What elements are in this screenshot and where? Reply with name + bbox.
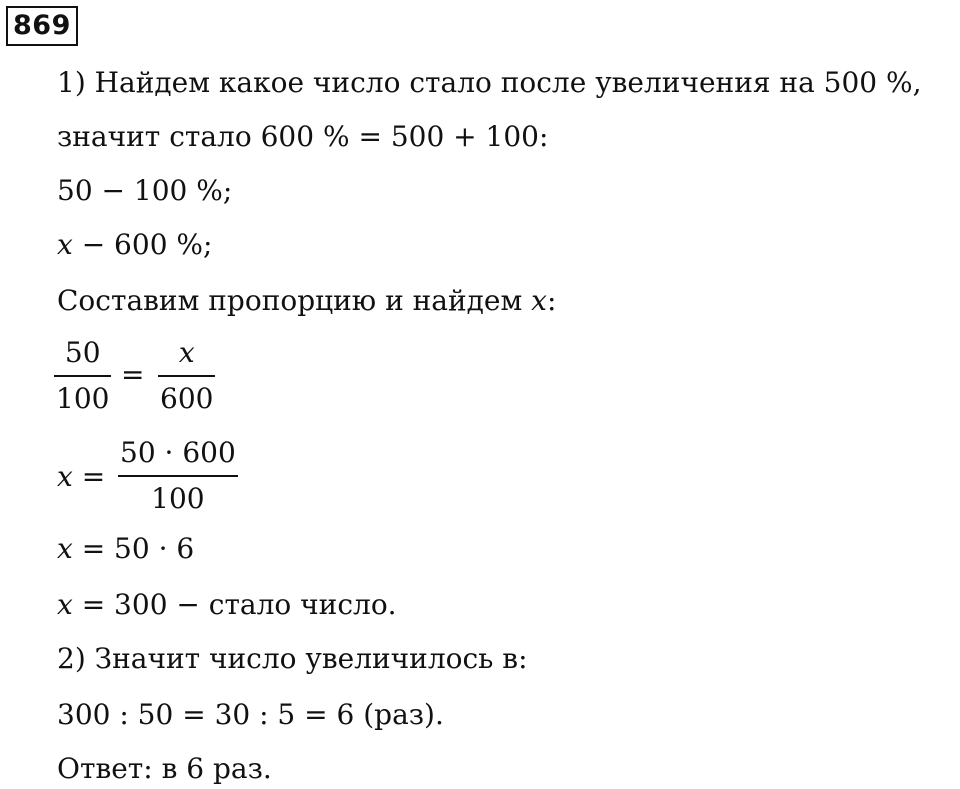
variable-x: x [57, 460, 73, 493]
fraction-bar [54, 375, 111, 377]
solution-line-12: 300 : 50 = 30 : 5 = 6 (раз). [57, 698, 444, 731]
solve-fraction [118, 436, 238, 516]
variable-x: x [57, 228, 73, 261]
solution-line-10 [57, 588, 397, 622]
variable-x: x [57, 532, 73, 565]
line-9-text: = 50 · 6 [72, 532, 195, 565]
equals-sign: = [121, 358, 145, 391]
fraction-numerator: x [178, 336, 195, 369]
proportion-right-fraction [158, 336, 215, 416]
fraction-denominator: 100 [56, 382, 110, 415]
solution-line-1: 1) Найдем какое число стало после увеличения на 500 %, [57, 66, 922, 99]
problem-number-box: 869 [6, 6, 78, 46]
proportion-left-fraction [54, 336, 111, 416]
variable-x: x [57, 588, 73, 621]
answer-line: Ответ: в 6 раз. [57, 752, 272, 785]
solution-line-3: 50 − 100 %; [57, 174, 233, 207]
equals-sign: = [72, 460, 106, 493]
fraction-denominator: 100 [151, 482, 205, 515]
fraction-numerator: 50 [64, 336, 101, 369]
solve-lhs [57, 460, 105, 494]
solution-line-11: 2) Значит число увеличилось в: [57, 642, 528, 675]
fraction-numerator: 50 · 600 [120, 436, 236, 469]
solution-line-9 [57, 532, 194, 566]
solution-line-5 [57, 284, 556, 318]
fraction-denominator: 600 [160, 382, 214, 415]
solution-line-2: значит стало 600 % = 500 + 100: [57, 120, 549, 153]
line-5-colon: : [546, 284, 557, 317]
fraction-bar [158, 375, 215, 377]
line-4-text: − 600 %; [72, 228, 213, 261]
variable-x: x [531, 284, 547, 317]
fraction-bar [118, 475, 238, 477]
line-5-text: Составим пропорцию и найдем [57, 284, 532, 317]
solution-line-4 [57, 228, 212, 262]
line-10-text: = 300 − стало число. [72, 588, 397, 621]
